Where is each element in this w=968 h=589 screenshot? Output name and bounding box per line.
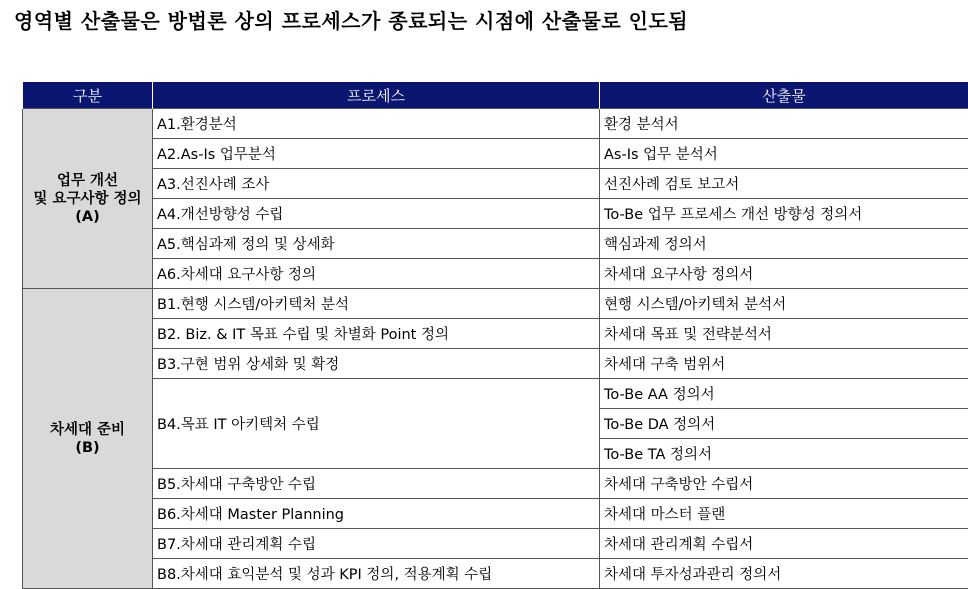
output-cell: To-Be DA 정의서 xyxy=(600,409,968,439)
output-cell: 핵심과제 정의서 xyxy=(600,229,968,259)
process-cell: A6.차세대 요구사항 정의 xyxy=(153,259,600,289)
group-b-label xyxy=(23,289,153,589)
output-cell: 차세대 투자성과관리 정의서 xyxy=(600,559,968,589)
group-b-line1: 차세대 준비 xyxy=(27,421,148,439)
group-a-line3: (A) xyxy=(27,208,148,226)
output-cell: As-Is 업무 분석서 xyxy=(600,139,968,169)
process-cell: A4.개선방향성 수립 xyxy=(153,199,600,229)
output-cell: 차세대 구축 범위서 xyxy=(600,349,968,379)
table-row xyxy=(23,139,968,169)
process-cell: B6.차세대 Master Planning xyxy=(153,499,600,529)
table-row xyxy=(23,349,968,379)
process-cell: B7.차세대 관리계획 수립 xyxy=(153,529,600,559)
group-a-label xyxy=(23,109,153,289)
output-cell: 차세대 요구사항 정의서 xyxy=(600,259,968,289)
table-row xyxy=(23,259,968,289)
table-header-row xyxy=(23,82,968,109)
output-cell: To-Be AA 정의서 xyxy=(600,379,968,409)
table-row xyxy=(23,469,968,499)
process-cell: A2.As-Is 업무분석 xyxy=(153,139,600,169)
output-cell: To-Be TA 정의서 xyxy=(600,439,968,469)
header-process: 프로세스 xyxy=(153,82,600,109)
header-category: 구분 xyxy=(23,82,153,109)
table-row xyxy=(23,199,968,229)
process-cell: A5.핵심과제 정의 및 상세화 xyxy=(153,229,600,259)
table-row xyxy=(23,529,968,559)
process-cell: B2. Biz. & IT 목표 수립 및 차별화 Point 정의 xyxy=(153,319,600,349)
group-a-line2: 및 요구사항 정의 xyxy=(27,190,148,208)
table-row xyxy=(23,379,968,409)
output-cell: 선진사례 검토 보고서 xyxy=(600,169,968,199)
process-cell: A1.환경분석 xyxy=(153,109,600,139)
output-cell: 환경 분석서 xyxy=(600,109,968,139)
output-cell: 현행 시스템/아키텍처 분석서 xyxy=(600,289,968,319)
table-row xyxy=(23,229,968,259)
output-cell: To-Be 업무 프로세스 개선 방향성 정의서 xyxy=(600,199,968,229)
table-row xyxy=(23,559,968,589)
group-b-line2: (B) xyxy=(27,439,148,457)
process-cell: B3.구현 범위 상세화 및 확정 xyxy=(153,349,600,379)
table-row xyxy=(23,169,968,199)
output-cell: 차세대 목표 및 전략분석서 xyxy=(600,319,968,349)
deliverables-table xyxy=(22,82,968,589)
table-row xyxy=(23,499,968,529)
process-cell: B5.차세대 구축방안 수립 xyxy=(153,469,600,499)
table-row xyxy=(23,109,968,139)
output-cell: 차세대 관리계획 수립서 xyxy=(600,529,968,559)
table-row xyxy=(23,319,968,349)
process-cell: B4.목표 IT 아키텍처 수립 xyxy=(153,379,600,469)
group-a-line1: 업무 개선 xyxy=(27,172,148,190)
table-row xyxy=(23,289,968,319)
output-cell: 차세대 마스터 플랜 xyxy=(600,499,968,529)
process-cell: B1.현행 시스템/아키텍처 분석 xyxy=(153,289,600,319)
output-cell: 차세대 구축방안 수립서 xyxy=(600,469,968,499)
header-output: 산출물 xyxy=(600,82,968,109)
process-cell: B8.차세대 효익분석 및 성과 KPI 정의, 적용계획 수립 xyxy=(153,559,600,589)
process-cell: A3.선진사례 조사 xyxy=(153,169,600,199)
page-title: 영역별 산출물은 방법론 상의 프로세스가 종료되는 시점에 산출물로 인도됨 xyxy=(14,5,688,34)
